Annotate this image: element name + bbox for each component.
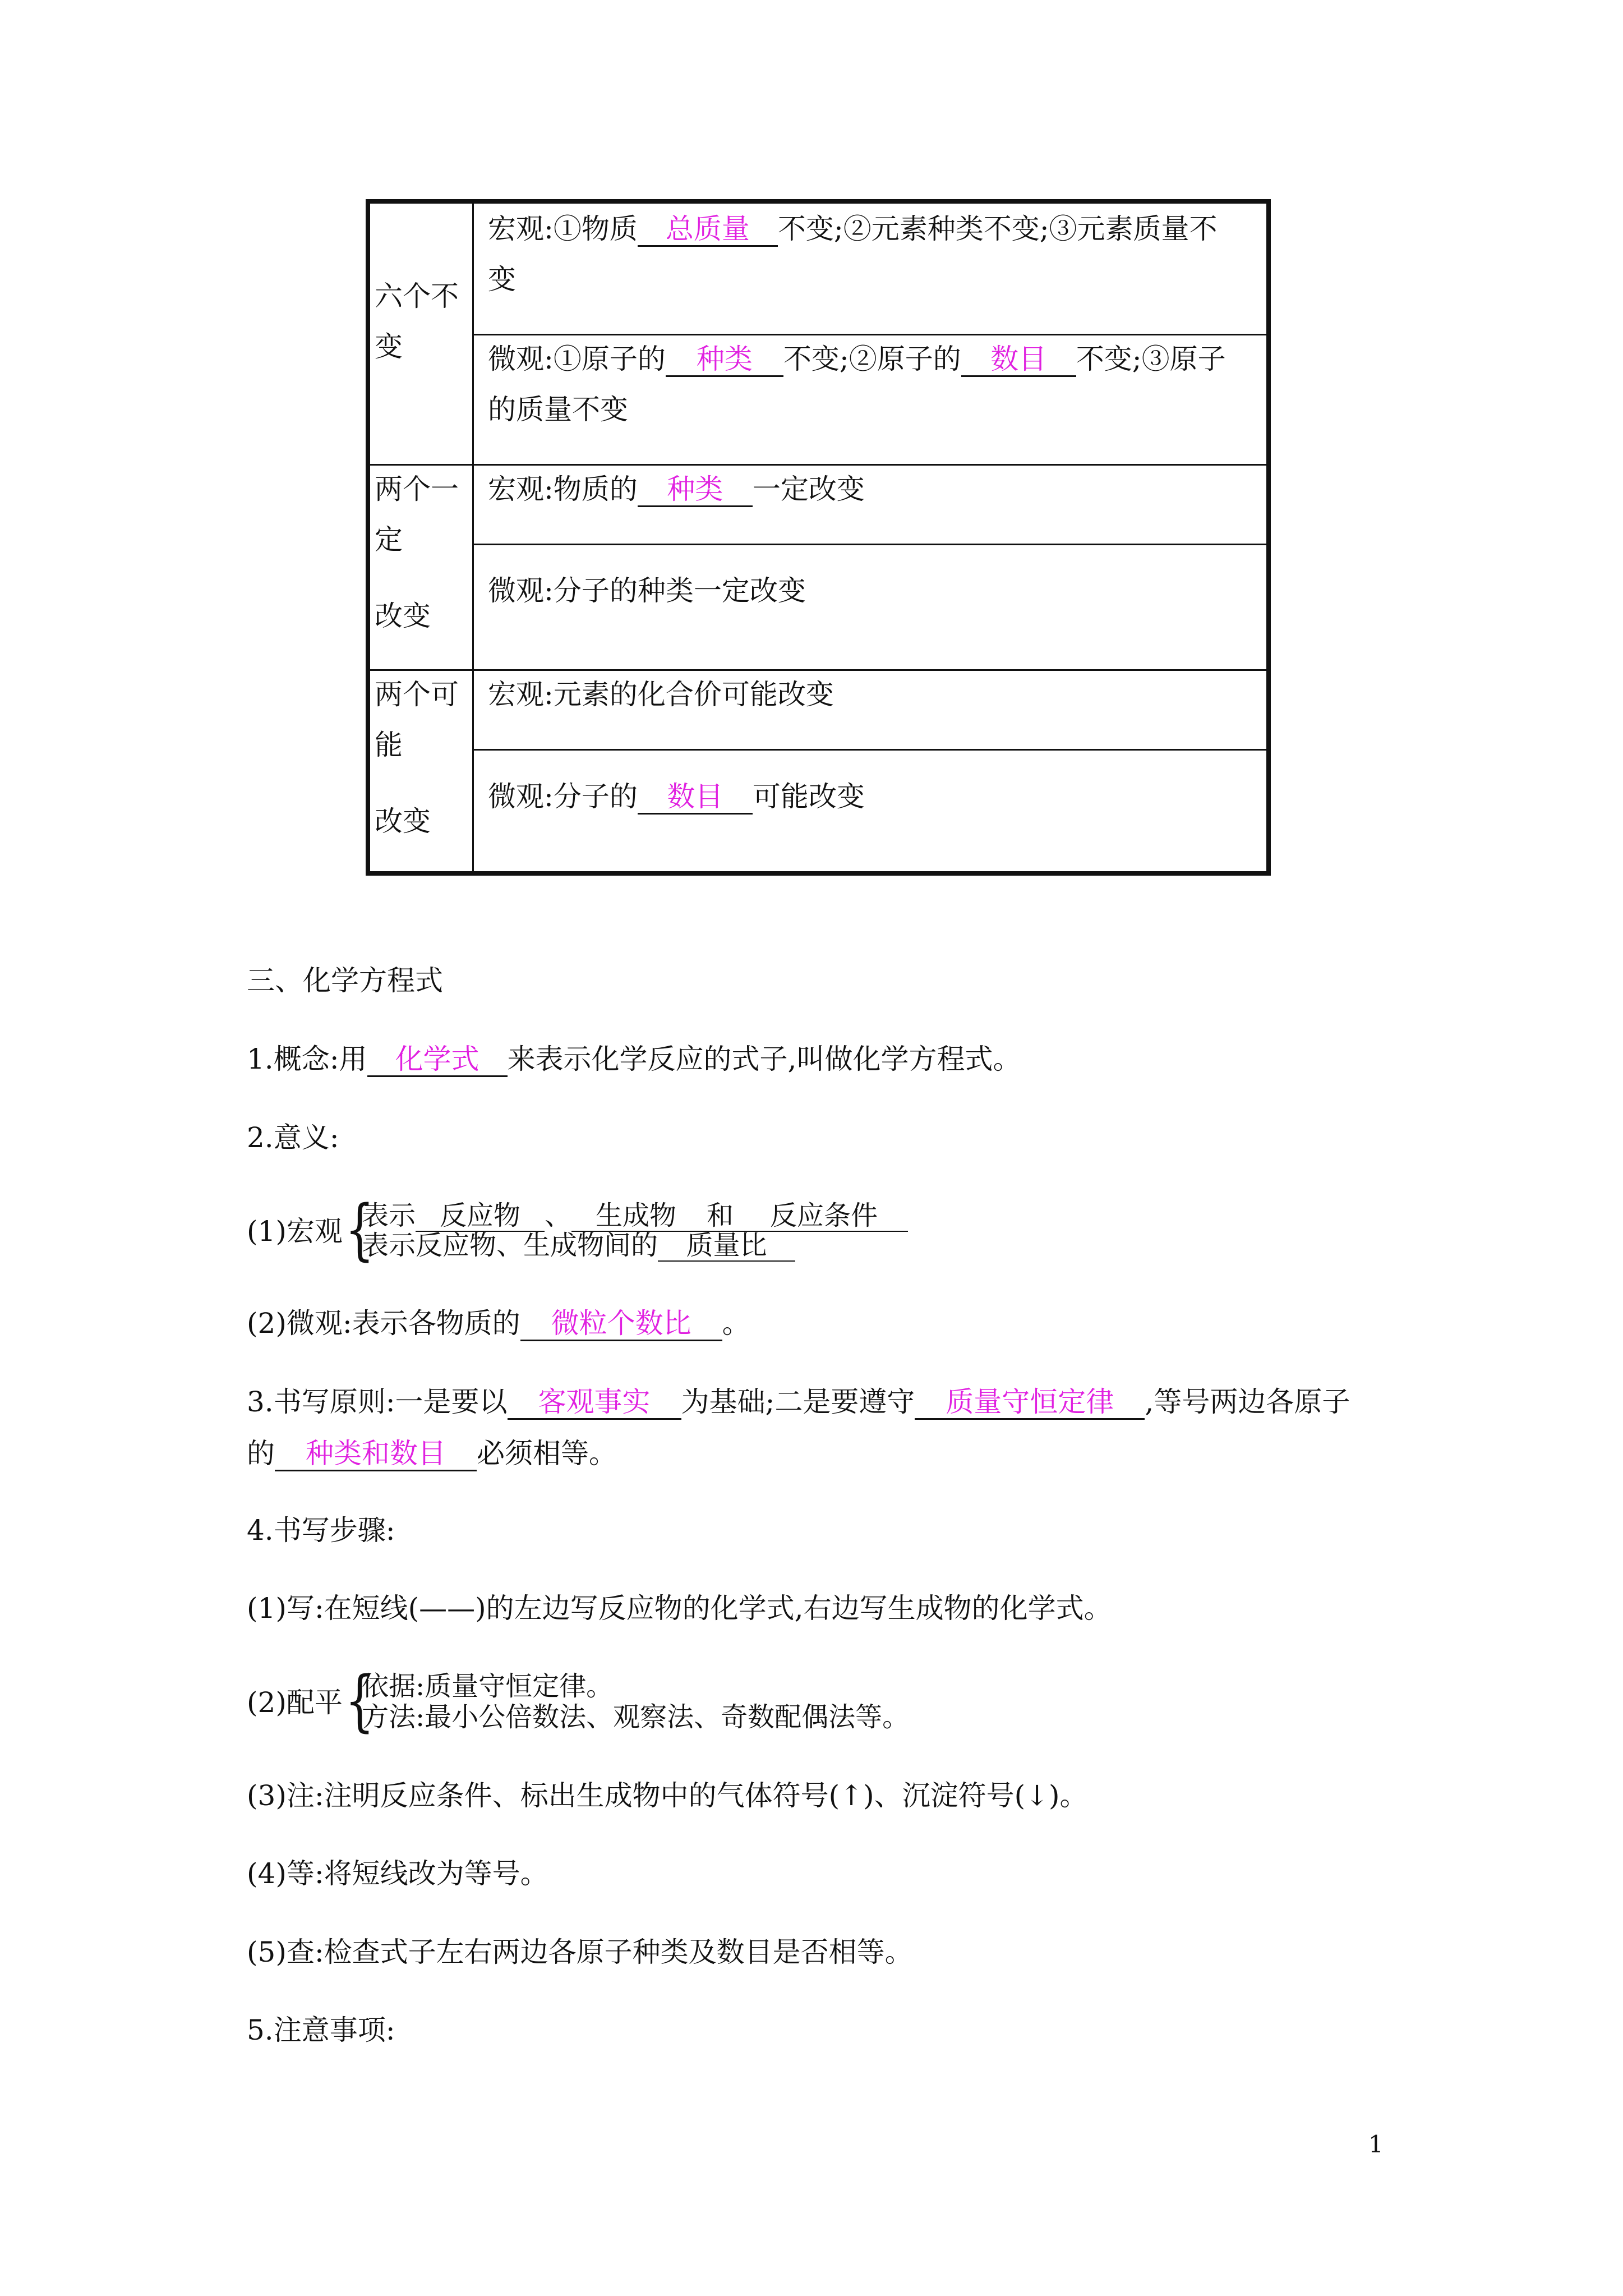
row3-macro: 宏观:元素的化合价可能改变 [488,678,834,711]
row2-micro: 微观:分子的种类一定改变 [488,574,806,607]
row3-micro: 微观:分子的 数目 可能改变 [488,771,865,822]
row-divider [472,544,1266,545]
row-label-two-possible-change: 两个可 能 改变 [375,678,459,838]
answer-conservation-law: 质量守恒定律 [946,1386,1114,1418]
brace-left-icon: { [345,1662,375,1739]
item4-step4: (4)等:将短线改为等号。 [247,1857,548,1890]
row2-macro: 宏观:物质的 种类 一定改变 [488,464,865,514]
table-column-divider [472,204,474,871]
row-label-two-certain-change: 两个一 定 改变 [375,473,459,632]
answer-chemical-formula: 化学式 [395,1043,479,1075]
item2-macro-line2: 表示反应物、生成物间的 质量比 [362,1231,795,1262]
answer-kind-and-number: 种类和数目 [306,1437,446,1470]
answer-molecule-number: 数目 [667,780,723,813]
brace-left-icon: { [345,1190,375,1268]
item1-concept: 1.概念:用 化学式 来表示化学反应的式子,叫做化学方程式。 [247,1045,1021,1077]
row1-micro: 微观:①原子的 种类 不变;②原子的 数目 不变;③原子 的质量不变 [488,343,1226,426]
answer-objective-facts: 客观事实 [538,1386,651,1418]
item2-macro-line1: 表示 反应物 、 生成物 和 反应条件 [362,1202,908,1232]
item4-title: 4.书写步骤: [247,1514,395,1547]
item4-step2-label: (2)配平 [247,1686,343,1719]
item4-step5: (5)查:检查式子左右两边各原子种类及数目是否相等。 [247,1936,913,1968]
item2-title: 2.意义: [247,1121,339,1154]
row-label-six-unchanged: 六个不 变 [375,280,459,363]
item4-step3: (3)注:注明反应条件、标出生成物中的气体符号(↑)、沉淀符号(↓)。 [247,1779,1088,1812]
item3-principle-line1: 3.书写原则:一是要以 客观事实 为基础;二是要遵守 质量守恒定律 ,等号两边各原子 [247,1387,1350,1420]
item5-title: 5.注意事项: [247,2014,395,2046]
answer-atom-number: 数目 [990,343,1047,375]
knowledge-table [366,199,1271,876]
item4-step2-line1: 依据:质量守恒定律。 [362,1671,614,1702]
answer-substance-kind: 种类 [667,473,723,505]
section-title: 三、化学方程式 [247,964,443,997]
item2-macro-label: (1)宏观 [247,1215,343,1248]
page-number: 1 [1368,2131,1384,2158]
item4-step2-line2: 方法:最小公倍数法、观察法、奇数配偶法等。 [362,1701,910,1733]
answer-atom-kind: 种类 [696,343,753,375]
answer-particle-ratio: 微粒个数比 [551,1307,691,1340]
row1-macro: 宏观:①物质 总质量 不变;②元素种类不变;③元素质量不 变 [488,213,1218,296]
item3-principle-line2: 的 种类和数目 必须相等。 [247,1439,617,1471]
row-divider [472,749,1266,751]
item4-step1: (1)写:在短线(——)的左边写反应物的化学式,右边写生成物的化学式。 [247,1592,1112,1625]
answer-total-mass: 总质量 [665,213,750,245]
item2-micro: (2)微观:表示各物质的 微粒个数比 。 [247,1309,750,1341]
